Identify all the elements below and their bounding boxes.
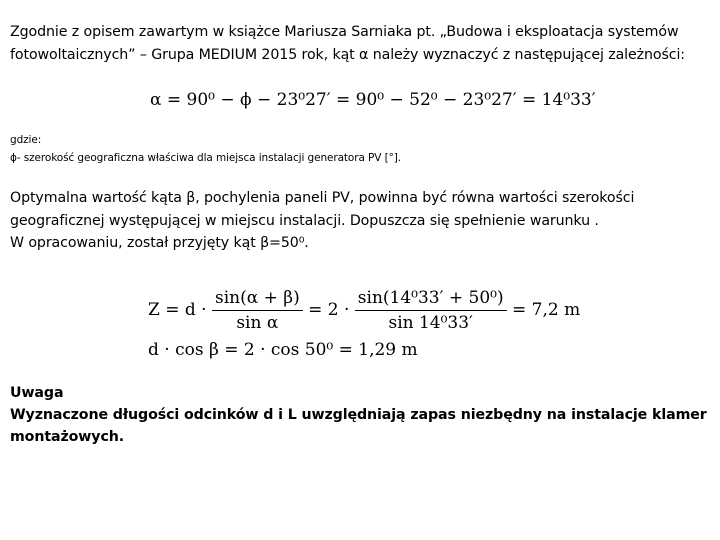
intro-line-1: Zgodnie z opisem zawartym w książce Mariusza Sarniaka pt. „Budowa i eksploatacja systemów — [10, 24, 679, 40]
formula-z — [148, 288, 580, 333]
formula-z-lhs: Z = d · — [148, 300, 207, 320]
note-line-1: Wyznaczone długości odcinków d i L uwzględniają zapas niezbędny na instalacje klamer — [10, 407, 707, 423]
fraction-general-denominator: sin α — [236, 313, 279, 333]
formula-z-mid: = 2 · — [308, 300, 350, 320]
note-line-2: montażowych. — [10, 429, 125, 445]
formula-z-result: = 7,2 m — [512, 300, 581, 320]
phi-description: ϕ- szerokość geograficzna właściwa dla miejsca instalacji generatora PV [°]. — [10, 152, 401, 164]
optimal-line-3: W opracowaniu, został przyjęty kąt β=50⁰. — [10, 235, 309, 251]
optimal-line-2: geograficznej występującej w miejscu instalacji. Dopuszcza się spełnienie warunku . — [10, 213, 599, 229]
note-title: Uwaga — [10, 385, 64, 401]
fraction-numeric-numerator: sin(14⁰33′ + 50⁰) — [355, 288, 507, 311]
formula-alpha: α = 90⁰ − ϕ − 23⁰27′ = 90⁰ − 52⁰ − 23⁰27′ = 14⁰33′ — [150, 90, 596, 110]
fraction-numeric — [355, 288, 507, 333]
fraction-general — [212, 288, 303, 333]
formula-d-cos: d · cos β = 2 · cos 50⁰ = 1,29 m — [148, 340, 418, 360]
optimal-line-1: Optymalna wartość kąta β, pochylenia paneli PV, powinna być równa wartości szerokości — [10, 190, 635, 206]
intro-line-2: fotowoltaicznych” – Grupa MEDIUM 2015 rok, kąt α należy wyznaczyć z następującej zależności: — [10, 47, 685, 63]
fraction-general-numerator: sin(α + β) — [212, 288, 303, 311]
where-label: gdzie: — [10, 134, 42, 146]
fraction-numeric-denominator: sin 14⁰33′ — [388, 313, 473, 333]
